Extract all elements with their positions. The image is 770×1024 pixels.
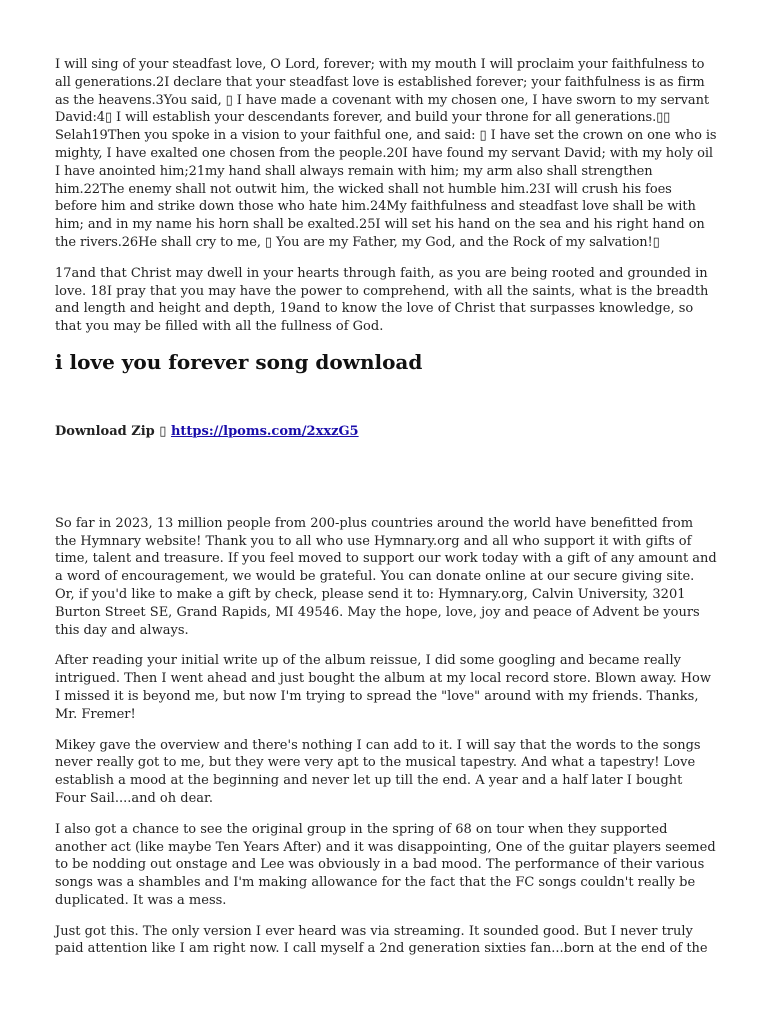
- document-page: [55, 56, 717, 971]
- body-paragraph: So far in 2023, 13 million people from 200-plus countries around the world have benefitted from the Hymnary website! Thank you to all who use Hymnary.org and all who support it with gifts of time, talent and treasure. If you feel moved to support our work today with a gift of any amount and a word of encouragement, we would be grateful. You can donate online at our secure giving site. Or, if you'd like to make a gift by check, please send it to: Hymnary.org, Calvin University, 3201 Burton Street SE, Grand Rapids, MI 49546. May the hope, love, joy and peace of Advent be yours this day and always.: [55, 515, 717, 638]
- body-paragraph: Mikey gave the overview and there's nothing I can add to it. I will say that the words to the songs never really got to me, but they were very apt to the musical tapestry. And what a tapestry! Love establish a mood at the beginning and never let up till the end. A year and a half later I bought Four Sail....and oh dear.: [55, 737, 701, 806]
- body-paragraph: Just got this. The only version I ever heard was via streaming. It sounded good. But I never truly paid attention like I am right now. I call myself a 2nd generation sixties fan...born at the end of the: [55, 923, 708, 957]
- download-label: Download Zip ▯: [55, 423, 167, 439]
- page-title: i love you forever song download: [55, 349, 423, 374]
- download-link[interactable]: https://lpoms.com/2xxzG5: [170, 423, 359, 439]
- ephesians-paragraph: 17and that Christ may dwell in your hearts through faith, as you are being rooted and grounded in love. 18I pray that you may have the power to comprehend, with all the saints, what is the breadth and length and height and depth, 19and to know the love of Christ that surpasses knowledge, so that you may be filled with all the fullness of God.: [55, 265, 709, 335]
- body-paragraph: After reading your initial write up of the album reissue, I did some googling and became really intrigued. Then I went ahead and just bought the album at my local record store. Blown away. How I missed it is beyond me, but now I'm trying to spread the "love" around with my friends. Thanks, Mr. Fremer!: [55, 653, 712, 722]
- psalm-paragraph: I will sing of your steadfast love, O Lord, forever; with my mouth I will proclaim your faithfulness to all generations.2I declare that your steadfast love is established forever; your faithfulness is as firm as the heavens.3You said, ▯ I have made a covenant with my chosen one, I have sworn to my servant David:4▯ I will establish your descendants forever, and build your throne for all generations.▯▯ Selah19Then you spoke in a vision to your faithful one, and said: ▯ I have set the crown on one who is mighty, I have exalted one chosen from the people.20I have found my servant David; with my holy oil I have anointed him;21my hand shall always remain with him; my arm also shall strengthen him.22The enemy shall not outwit him, the wicked shall not humble him.23I will crush his foes before him and strike down those who hate him.24My faithfulness and steadfast love shall be with him; and in my name his horn shall be exalted.25I will set his hand on the sea and his right hand on the rivers.26He shall cry to me, ▯ You are my Father, my God, and the Rock of my salvation!▯: [55, 57, 717, 250]
- body-paragraph: I also got a chance to see the original group in the spring of 68 on tour when they supported another act (like maybe Ten Years After) and it was disappointing, One of the guitar players seemed to be nodding out onstage and Lee was obviously in a bad mood. The performance of their various songs was a shambles and I'm making allowance for the fact that the FC songs couldn't really be duplicated. It was a mess.: [55, 821, 716, 908]
- download-line: [55, 423, 717, 441]
